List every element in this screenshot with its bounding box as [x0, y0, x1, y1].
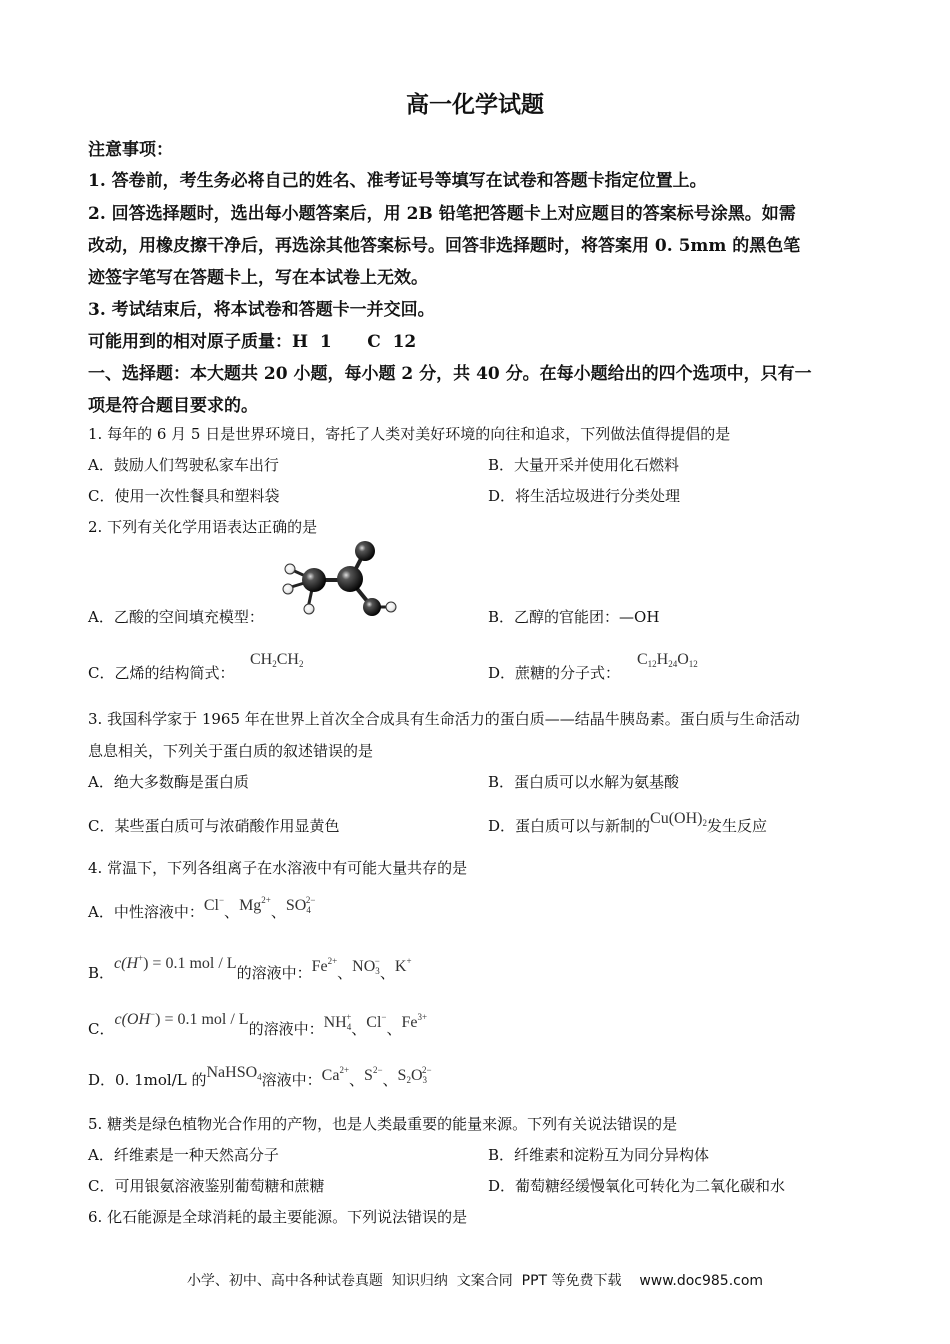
q3-option-d: D．蛋白质可以与新制的$Cu(OH)_2$发生反应 [488, 810, 767, 835]
notice-heading: 注意事项： [88, 140, 173, 160]
q5-option-a: A．纤维素是一种天然高分子 [88, 1146, 279, 1164]
section-heading-line-1: 一、选择题：本大题共 20 小题，每小题 2 分，共 40 分。在每小题给出的四个选项中，只有一 [88, 364, 812, 384]
q2-option-d-formula: $C_{12}H_{24}O_{12}$ [637, 651, 698, 669]
q5-option-c: C．可用银氨溶液鉴别葡萄糖和蔗糖 [88, 1177, 325, 1195]
q3-stem-line-2: 息息相关，下列关于蛋白质的叙述错误的是 [88, 742, 374, 760]
q5-stem: 5. 糖类是绿色植物光合作用的产物，也是人类最重要的能量来源。下列有关说法错误的是 [88, 1115, 678, 1133]
acetic-acid-model-image [272, 538, 402, 624]
q2-option-c-formula: $CH_2CH_2$ [250, 651, 304, 669]
q2-option-a: A．乙酸的空间填充模型： [88, 608, 264, 626]
q2-option-b: B．乙醇的官能团：—OH [488, 608, 660, 626]
q4-stem: 4. 常温下，下列各组离子在水溶液中有可能大量共存的是 [88, 859, 468, 877]
q4-option-d: D．0. 1mol/L 的NaHSO$_4$溶液中：$Ca^{2+}$、$S^{2-}$、$S_2O_3^{2-}$ [88, 1064, 432, 1089]
q4-option-b: B．c(H+) = 0.1 mol / L的溶液中：$Fe^{2+}$、$NO_3^-$、K+ [88, 953, 412, 982]
q3-stem-line-1: 3. 我国科学家于 1965 年在世界上首次全合成具有生命活力的蛋白质——结晶牛胰岛素。蛋白质与生命活动 [88, 710, 800, 728]
q1-stem: 1. 每年的 6 月 5 日是世界环境日，寄托了人类对美好环境的向往和追求，下列做法值得提倡的是 [88, 425, 731, 443]
q4-option-d-salt: NaHSO$_4$ [206, 1064, 262, 1082]
q6-stem: 6. 化石能源是全球消耗的最主要能源。下列说法错误的是 [88, 1208, 468, 1226]
notice-item-3: 3. 考试结束后，将本试卷和答题卡一并交回。 [88, 300, 435, 320]
q4-option-a: A．中性溶液中：Cl−、$Mg^{2+}$、$SO_4^{2-}$ [88, 895, 316, 921]
q4-option-b-condition: c(H+) = 0.1 mol / L [114, 953, 237, 972]
q3-option-a: A．绝大多数酶是蛋白质 [88, 773, 249, 791]
notice-item-1: 1. 答卷前，考生务必将自己的姓名、准考证号等填写在试卷和答题卡指定位置上。 [88, 171, 707, 191]
q5-option-b: B．纤维素和淀粉互为同分异构体 [488, 1146, 710, 1164]
notice-item-2-line-3: 迹签字笔写在答题卡上，写在本试卷上无效。 [88, 268, 428, 288]
section-heading-line-2: 项是符合题目要求的。 [88, 396, 258, 416]
q4-option-a-ions: Cl− [203, 895, 225, 914]
q1-option-b: B．大量开采并使用化石燃料 [488, 456, 680, 474]
q5-option-d: D．葡萄糖经缓慢氧化可转化为二氧化碳和水 [488, 1177, 786, 1195]
q1-option-d: D．将生活垃圾进行分类处理 [488, 487, 681, 505]
q2-option-d: D．蔗糖的分子式： [488, 664, 621, 682]
q3-option-b: B．蛋白质可以水解为氨基酸 [488, 773, 680, 791]
q3-option-d-formula: $Cu(OH)_2$ [650, 810, 707, 828]
q3-option-c: C．某些蛋白质可与浓硝酸作用显黄色 [88, 817, 340, 835]
q4-option-c-condition: c(OH−) = 0.1 mol / L [114, 1009, 249, 1028]
q2-stem: 2. 下列有关化学用语表达正确的是 [88, 518, 318, 536]
page-title: 高一化学试题 [406, 91, 544, 118]
q2-option-c: C．乙烯的结构简式： [88, 664, 235, 682]
q1-option-a: A．鼓励人们驾驶私家车出行 [88, 456, 279, 474]
q4-option-c: C．c(OH−) = 0.1 mol / L的溶液中：$NH_4^+$、Cl−、$Fe^{3+}$ [88, 1009, 428, 1038]
page-footer: 小学、初中、高中各种试卷真题 知识归纳 文案合同 PPT 等免费下载 www.doc985.com [186, 1273, 764, 1289]
q1-option-c: C．使用一次性餐具和塑料袋 [88, 487, 280, 505]
notice-item-2-line-1: 2. 回答选择题时，选出每小题答案后，用 2B 铅笔把答题卡上对应题目的答案标号涂黑。如需 [88, 204, 796, 224]
notice-item-2-line-2: 改动，用橡皮擦干净后，再选涂其他答案标号。回答非选择题时，将答案用 0. 5mm 的黑色笔 [88, 236, 801, 256]
atomic-mass-line: 可能用到的相对原子质量：H 1 C 12 [88, 332, 417, 352]
